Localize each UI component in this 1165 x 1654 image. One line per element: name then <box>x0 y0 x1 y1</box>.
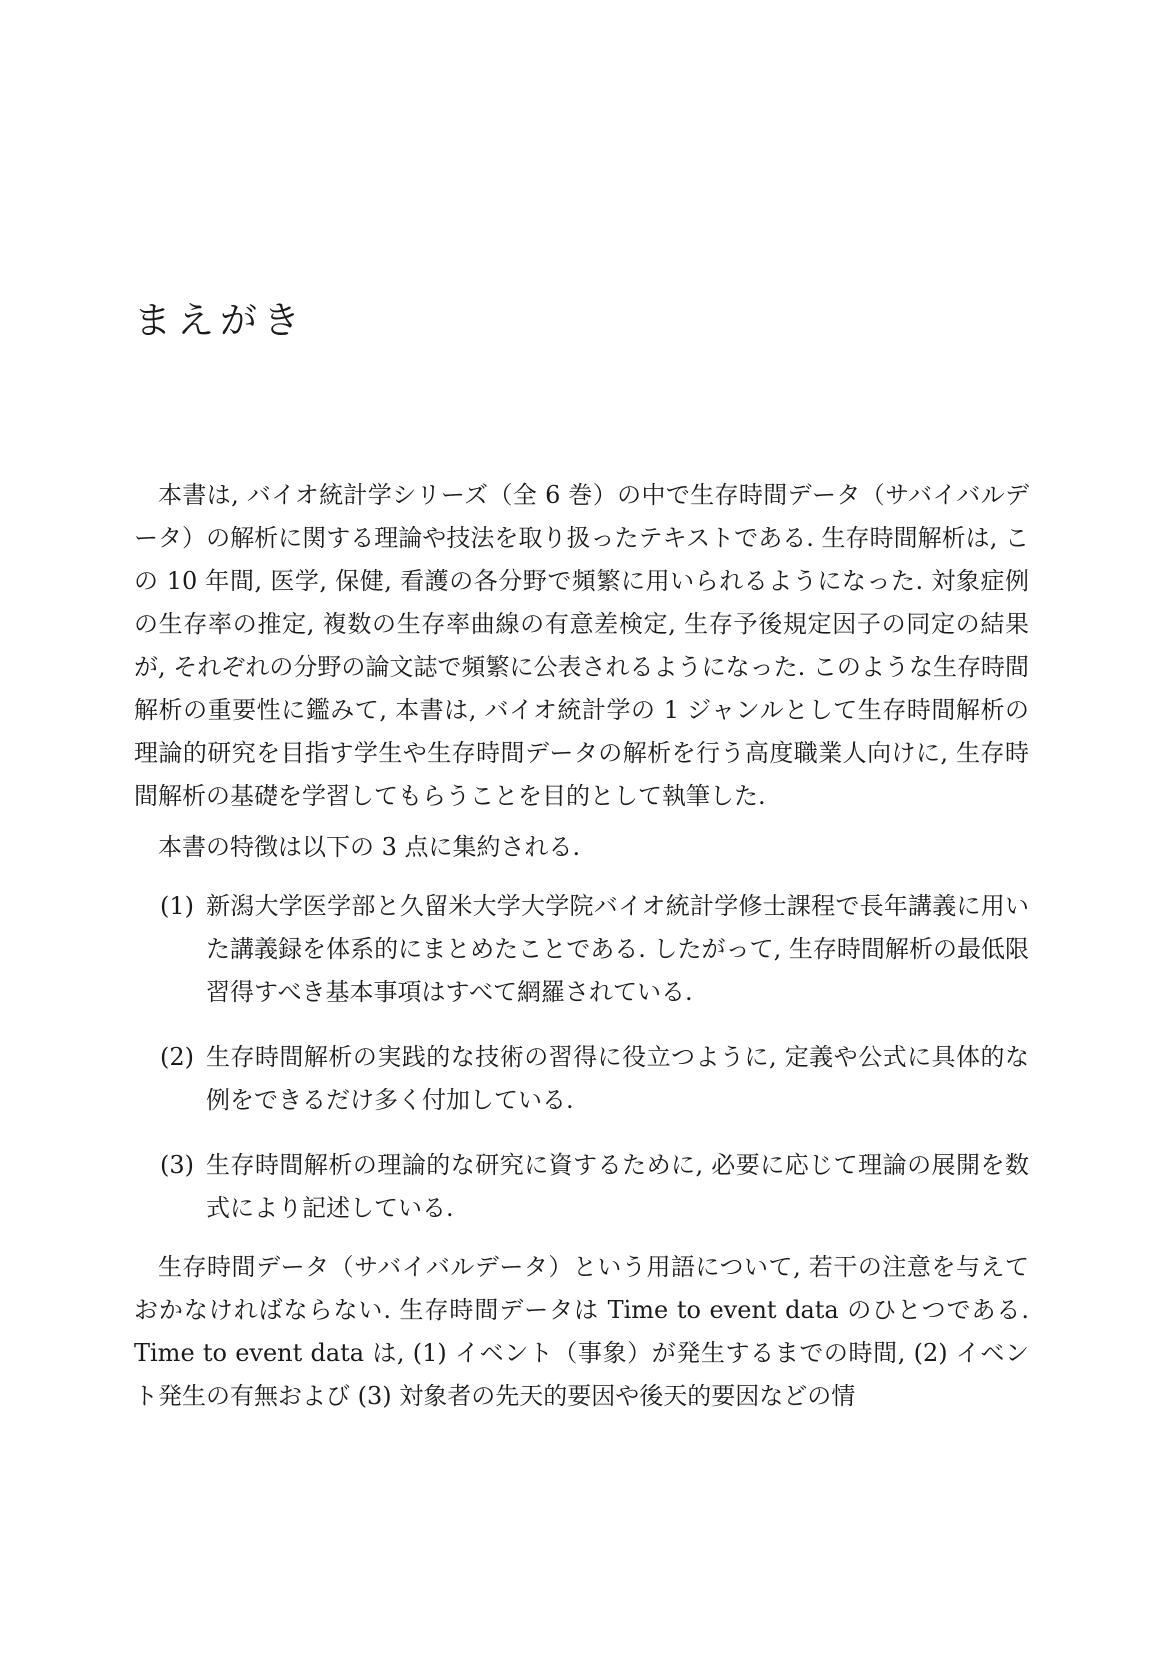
list-marker: (1) <box>160 892 194 920</box>
features-list <box>134 885 1029 1230</box>
list-marker: (3) <box>160 1151 194 1179</box>
list-item <box>134 1036 1029 1122</box>
outro-paragraph-1: 生存時間データ（サバイバルデータ）という用語について, 若干の注意を与えておかなければならない. 生存時間データは Time to event data のひとつである. Time to event data は, (1) イベント（事象）が発生するまでの時間, (2) イベント発生の有無および (3) 対象者の先天的要因や後天的要因などの情 <box>134 1253 1029 1410</box>
page-title: まえがき <box>134 299 306 342</box>
list-item-text: 生存時間解析の実践的な技術の習得に役立つように, 定義や公式に具体的な例をできるだけ多く付加している. <box>206 1043 1029 1114</box>
preface-body <box>134 474 1029 1418</box>
list-marker: (2) <box>160 1043 194 1071</box>
list-item-text: 生存時間解析の理論的な研究に資するために, 必要に応じて理論の展開を数式により記述している. <box>206 1151 1029 1222</box>
list-item-text: 新潟大学医学部と久留米大学大学院バイオ統計学修士課程で長年講義に用いた講義録を体系的にまとめたことである. したがって, 生存時間解析の最低限習得すべき基本事項はすべて網羅されている. <box>206 892 1029 1006</box>
intro-paragraph-2: 本書の特徴は以下の 3 点に集約される. <box>158 833 581 861</box>
list-item <box>134 1144 1029 1230</box>
list-item <box>134 885 1029 1014</box>
intro-paragraph-1: 本書は, バイオ統計学シリーズ（全 6 巻）の中で生存時間データ（サバイバルデータ）の解析に関する理論や技法を取り扱ったテキストである. 生存時間解析は, この 10 年間, 医学, 保健, 看護の各分野で頻繁に用いられるようになった. 対象症例の生存率の推定, 複数の生存率曲線の有意差検定, 生存予後規定因子の同定の結果が, それぞれの分野の論文誌で頻繁に公表されるようになった. このような生存時間解析の重要性に鑑みて, 本書は, バイオ統計学の 1 ジャンルとして生存時間解析の理論的研究を目指す学生や生存時間データの解析を行う高度職業人向けに, 生存時間解析の基礎を学習してもらうことを目的として執筆した. <box>134 481 1029 810</box>
